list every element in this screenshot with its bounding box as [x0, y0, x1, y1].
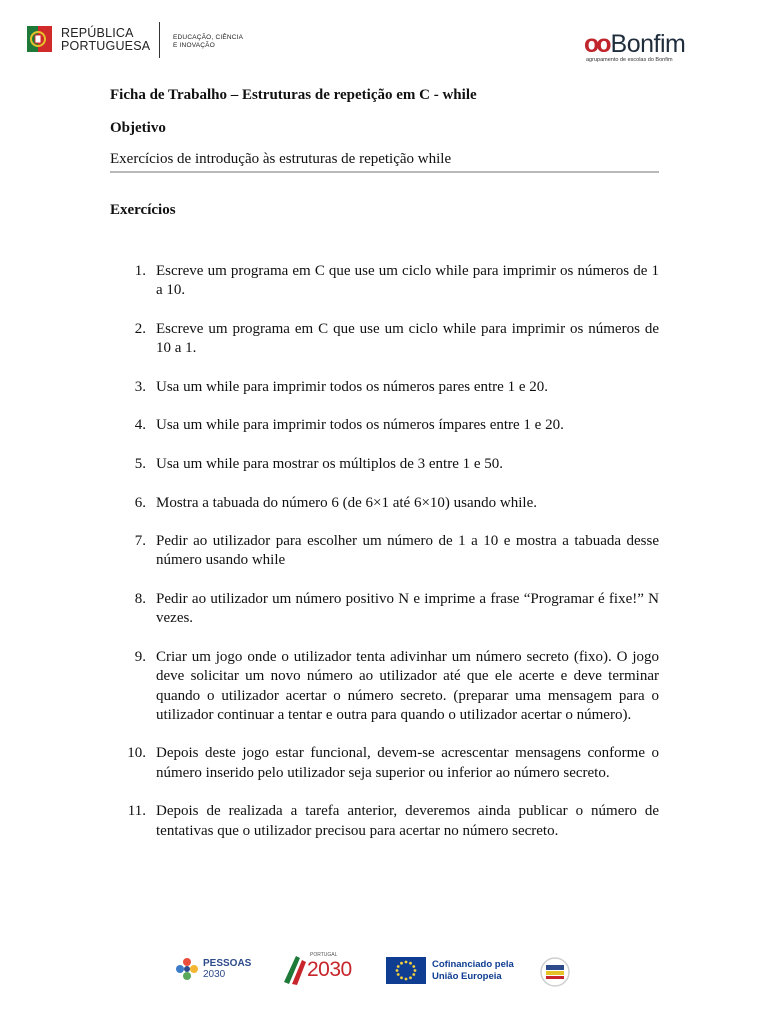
exercise-number: 11.: [127, 803, 146, 820]
header-divider: [159, 22, 160, 58]
exercise-number: 7.: [134, 533, 146, 550]
pessoas-2030-logo: [174, 956, 251, 982]
objective-heading: Objetivo: [110, 120, 166, 136]
exercise-text: Pedir ao utilizador para escolher um número de 1 a 10 e mostra a tabuada desse número usando while: [156, 533, 659, 569]
exercise-item: [110, 378, 659, 397]
document-title: Ficha de Trabalho – Estruturas de repetição em C - while: [110, 87, 477, 103]
exercise-item: [110, 494, 659, 513]
eu-line1: Cofinanciado pela: [432, 958, 514, 970]
exercise-item: [110, 262, 659, 301]
pessoas-flower-icon: [174, 956, 200, 982]
ministry-text: [173, 34, 243, 50]
page-header: [0, 0, 768, 80]
republica-line2: PORTUGUESA: [61, 39, 151, 53]
exercises-heading: Exercícios: [110, 202, 176, 218]
section-divider: [110, 171, 659, 173]
portugal-emblem-icon: [27, 24, 55, 56]
certification-badge-icon: [539, 956, 571, 993]
eu-line2: União Europeia: [432, 970, 502, 982]
exercise-number: 5.: [134, 455, 146, 472]
exercise-number: 2.: [134, 320, 146, 337]
exercise-item: [110, 590, 659, 629]
exercise-text: Usa um while para mostrar os múltiplos de 3 entre 1 e 50.: [156, 455, 504, 472]
exercise-text: Usa um while para imprimir todos os números pares entre 1 e 20.: [156, 378, 548, 395]
exercise-item: [110, 648, 659, 725]
exercise-number: 9.: [134, 648, 146, 665]
republica-line1: REPÚBLICA: [61, 26, 134, 40]
exercise-number: 4.: [134, 417, 146, 434]
exercise-number: 10.: [127, 745, 146, 762]
exercise-text: Pedir ao utilizador um número positivo N e imprime a frase “Programar é fixe!” N vezes.: [156, 591, 659, 627]
exercise-item: [110, 455, 659, 474]
eu-cofinanced-logo: [386, 957, 514, 984]
exercise-list: [110, 262, 659, 860]
exercise-item: [110, 532, 659, 571]
exercise-number: 6.: [134, 494, 146, 511]
exercise-item: [110, 320, 659, 359]
exercise-text: Mostra a tabuada do número 6 (de 6×1 até 6×10) usando while.: [156, 494, 537, 511]
exercise-number: 8.: [134, 591, 146, 608]
objective-text: Exercícios de introdução às estruturas de repetição while: [110, 151, 452, 167]
exercise-number: 1.: [134, 263, 146, 279]
bonfim-logo: [584, 30, 685, 63]
bonfim-mark-icon: oo: [584, 30, 609, 58]
exercise-item: [110, 744, 659, 783]
ministry-line2: E INOVAÇÃO: [173, 42, 215, 49]
exercise-item: [110, 802, 659, 841]
exercise-text: Usa um while para imprimir todos os números ímpares entre 1 e 20.: [156, 417, 564, 434]
portugal-label: PORTUGAL: [310, 952, 338, 958]
exercise-item: [110, 416, 659, 435]
eu-flag-icon: [386, 957, 426, 984]
republica-portuguesa-logo: [27, 24, 150, 56]
republica-text: [61, 27, 150, 53]
exercise-text: Criar um jogo onde o utilizador tenta adivinhar um número secreto (fixo). O jogo deve solicitar um novo número ao utilizador até que ele acerte e deve terminar quando o utilizador acertar o número secreto. (preparar uma mensagem para o utilizador continuar a tentar e outra para quando o utilizador acertar o número).: [156, 648, 659, 723]
school-name: Bonfim: [610, 30, 686, 58]
funding-footer: [170, 950, 590, 990]
portugal-2030-mark-icon: [282, 952, 308, 986]
exercise-number: 3.: [134, 378, 146, 395]
pessoas-label: PESSOAS: [203, 958, 252, 969]
school-subtitle: agrupamento de escolas do Bonfim: [586, 57, 673, 63]
exercise-text: Depois de realizada a tarefa anterior, deveremos ainda publicar o número de tentativas que o utilizador precisou para acertar no número secreto.: [156, 803, 659, 839]
exercise-text: Escreve um programa em C que use um ciclo while para imprimir os números de 10 a 1.: [156, 320, 659, 357]
exercise-text: Escreve um programa em C que use um ciclo while para imprimir os números de 1 a 10.: [156, 263, 659, 299]
pessoas-year: 2030: [203, 969, 226, 980]
ministry-line1: EDUCAÇÃO, CIÊNCIA: [173, 34, 244, 41]
portugal-year: 2030: [307, 958, 352, 981]
exercise-text: Depois deste jogo estar funcional, devem-se acrescentar mensagens conforme o número inserido pelo utilizador seja superior ou inferior ao número secreto.: [156, 745, 659, 781]
